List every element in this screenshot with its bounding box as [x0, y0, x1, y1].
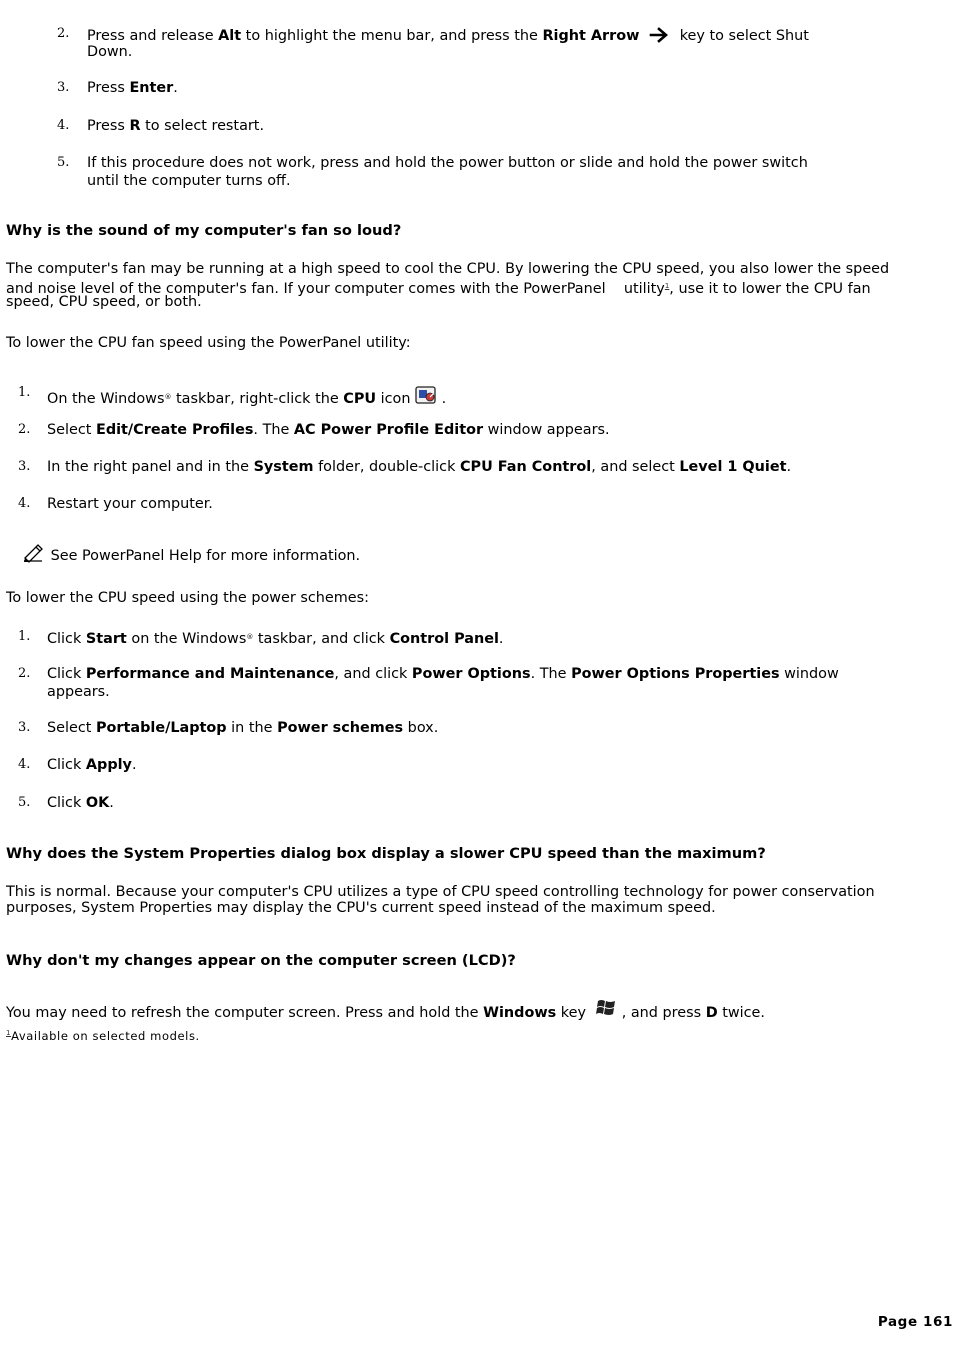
question-heading: Why don't my changes appear on the computer screen (LCD)?: [6, 952, 516, 969]
step-text: Click Apply.: [47, 757, 137, 773]
step-number: 3.: [57, 80, 70, 95]
step-text: Click Performance and Maintenance, and click Power Options. The Power Options Properties window: [47, 666, 839, 682]
paragraph-line: purposes, System Properties may display the CPU's current speed instead of the maximum speed.: [6, 900, 716, 916]
right-arrow-icon: [649, 26, 671, 49]
step-number: 5.: [57, 155, 70, 170]
paragraph-line: and noise level of the computer's fan. If your computer comes with the PowerPanel utility$^1$, use it to lower the CPU fan: [6, 281, 871, 297]
footnote-mark[interactable]: 1: [6, 1029, 12, 1037]
step-number: 2.: [18, 422, 31, 437]
step-number: 3.: [18, 720, 31, 735]
windows-key-icon: [595, 998, 617, 1023]
step-text-continued: until the computer turns off.: [87, 173, 291, 189]
step-text: Click Start on the Windows® taskbar, and click Control Panel.: [47, 631, 504, 647]
paragraph-line: This is normal. Because your computer's CPU utilizes a type of CPU speed controlling technology for power conservation: [6, 884, 875, 900]
step-number: 4.: [57, 118, 70, 133]
step-number: 2.: [18, 666, 31, 681]
paragraph-line: speed, CPU speed, or both.: [6, 294, 202, 310]
note-pencil-icon: [22, 544, 46, 569]
footnote: $^1$Available on selected models.: [6, 1029, 200, 1043]
step-text: Press R to select restart.: [87, 118, 265, 134]
step-text: Select Edit/Create Profiles. The AC Power Profile Editor window appears.: [47, 422, 610, 438]
step-number: 2.: [57, 26, 70, 41]
paragraph: To lower the CPU speed using the power schemes:: [6, 590, 370, 606]
footnote-link[interactable]: 1: [664, 282, 670, 290]
question-heading: Why does the System Properties dialog box display a slower CPU speed than the maximum?: [6, 845, 766, 862]
paragraph: To lower the CPU fan speed using the PowerPanel utility:: [6, 335, 411, 351]
step-number: 4.: [18, 757, 31, 772]
page-number: Page 161: [877, 1314, 953, 1330]
step-text: In the right panel and in the System folder, double-click CPU Fan Control, and select Level 1 Quiet.: [47, 459, 792, 475]
step-text: Restart your computer.: [47, 496, 213, 512]
step-text: On the Windows® taskbar, right-click the CPU icon .: [47, 385, 446, 410]
step-text: Select Portable/Laptop in the Power schemes box.: [47, 720, 439, 736]
step-number: 5.: [18, 795, 31, 810]
step-number: 1.: [18, 385, 31, 400]
step-text: If this procedure does not work, press and hold the power button or slide and hold the power switch: [87, 155, 808, 171]
step-text: Press Enter.: [87, 80, 178, 96]
paragraph: You may need to refresh the computer screen. Press and hold the Windows key , and press D twice.: [6, 998, 765, 1023]
step-text-continued: Down.: [87, 44, 133, 60]
step-text-continued: appears.: [47, 684, 110, 700]
step-number: 1.: [18, 629, 31, 644]
cpu-icon: [415, 385, 437, 410]
step-text: Press and release Alt to highlight the menu bar, and press the Right Arrow key to select Shut: [87, 26, 809, 49]
step-number: 4.: [18, 496, 31, 511]
step-number: 3.: [18, 459, 31, 474]
paragraph-line: The computer's fan may be running at a high speed to cool the CPU. By lowering the CPU speed, you also lower the speed: [6, 261, 890, 277]
step-text: Click OK.: [47, 795, 114, 811]
note: See PowerPanel Help for more information.: [22, 544, 360, 569]
question-heading: Why is the sound of my computer's fan so loud?: [6, 222, 402, 239]
